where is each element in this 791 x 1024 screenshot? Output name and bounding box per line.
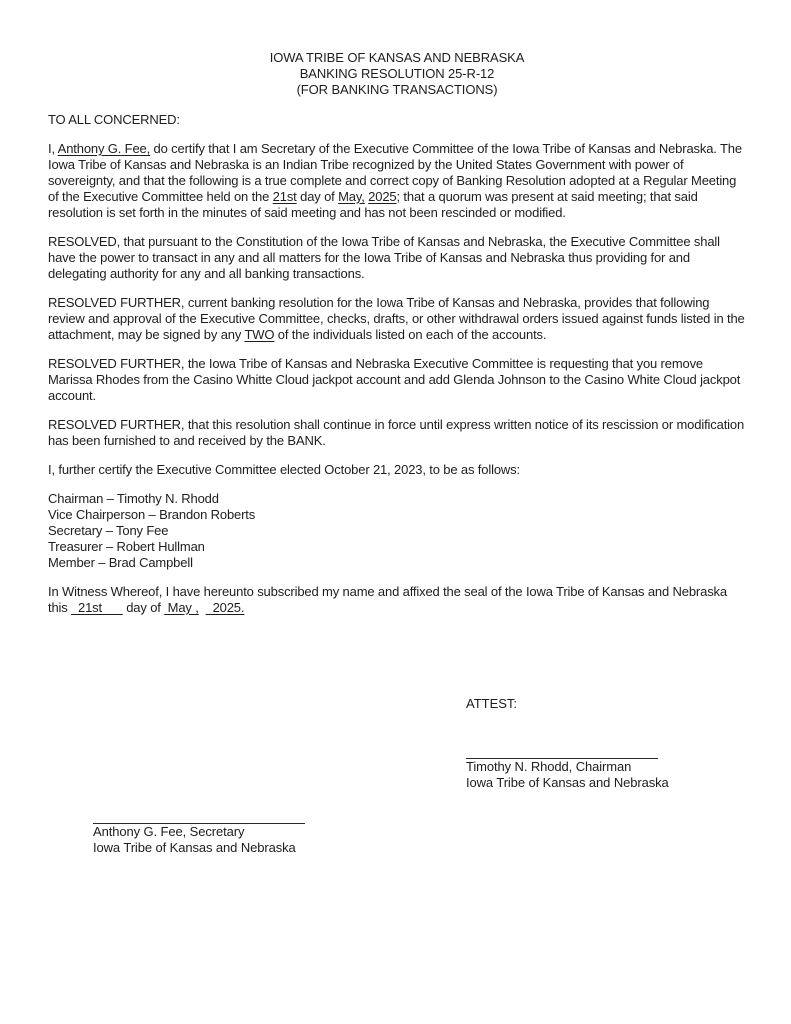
salutation: TO ALL CONCERNED:: [48, 112, 180, 127]
signature-org-chairman: Iowa Tribe of Kansas and Nebraska: [466, 775, 669, 790]
signature-org-secretary: Iowa Tribe of Kansas and Nebraska: [93, 840, 296, 855]
text-segment: day of: [122, 600, 165, 615]
underlined-text: Anthony G. Fee,: [57, 141, 151, 156]
underlined-text: TWO: [244, 327, 275, 342]
paragraph-certification: [48, 141, 746, 221]
paragraph-resolved-further-2: [48, 356, 746, 404]
officer-line: Secretary – Tony Fee: [48, 523, 169, 538]
text-segment: RESOLVED FURTHER, current banking resolution for the Iowa Tribe of Kansas and Nebraska, provides that following review and approval of the Executive Committee, checks, drafts, or other withdrawal orders issued against funds listed in the attachment, may be signed by any: [48, 295, 745, 342]
officer-line: Treasurer – Robert Hullman: [48, 539, 205, 554]
underlined-text: May ,: [164, 600, 199, 615]
text-segment: [199, 600, 206, 615]
doc-title-resolution: BANKING RESOLUTION 25-R-12: [299, 66, 495, 81]
attest-block: [466, 696, 746, 791]
officer-line: Chairman – Timothy N. Rhodd: [48, 491, 219, 506]
attest-label: ATTEST:: [466, 696, 518, 711]
text-segment: In Witness Whereof, I have hereunto subscribed my name and affixed the seal of the Iowa Tribe of Kansas and Nebraska this: [48, 584, 727, 615]
signature-name-chairman: Timothy N. Rhodd, Chairman: [466, 759, 632, 774]
text-segment: RESOLVED FURTHER, that this resolution shall continue in force until express written notice of its rescission or modification has been furnished to and received by the BANK.: [48, 417, 745, 448]
secretary-signature-block: [93, 795, 746, 856]
underlined-text: 21st: [272, 189, 297, 204]
officers-list: [48, 491, 746, 571]
paragraph-further-certify: [48, 462, 746, 478]
paragraph-resolved-1: [48, 234, 746, 282]
text-segment: do certify that I am Secretary of the Executive Committee of the Iowa Tribe of Kansas and Nebraska. The Iowa Tribe of Kansas and Nebraska is an Indian Tribe recognized by the United States Government with power of sovereignty, and that the following is a true complete and correct copy of Banking Resolution adopted at a Regular Meeting of the Executive Committee held on the: [48, 141, 742, 204]
paragraph-resolved-further-1: [48, 295, 746, 343]
underlined-text: 2025.: [205, 600, 245, 615]
witness-clause: [48, 584, 746, 616]
text-segment: of the individuals listed on each of the accounts.: [274, 327, 547, 342]
signature-line-secretary: [93, 795, 305, 824]
underlined-text: May,: [338, 189, 365, 204]
text-segment: RESOLVED FURTHER, the Iowa Tribe of Kansas and Nebraska Executive Committee is requesting that you remove Marissa Rhodes from the Casino Whitte Cloud jackpot account and add Glenda Johnson to the Casino White Cloud jackpot account.: [48, 356, 741, 403]
underlined-text: 2025: [368, 189, 397, 204]
text-segment: I,: [48, 141, 58, 156]
doc-title-org: IOWA TRIBE OF KANSAS AND NEBRASKA: [269, 50, 525, 65]
officer-line: Vice Chairperson – Brandon Roberts: [48, 507, 256, 522]
signature-line-chairman: [466, 712, 658, 759]
text-segment: RESOLVED, that pursuant to the Constitution of the Iowa Tribe of Kansas and Nebraska, the Executive Committee shall have the power to transact in any and all matters for the Iowa Tribe of Kansas and Nebraska thus providing for and delegating authority for any and all banking transactions.: [48, 234, 720, 281]
text-segment: day of: [296, 189, 339, 204]
text-segment: I, further certify the Executive Committee elected October 21, 2023, to be as follows:: [48, 462, 520, 477]
paragraph-resolved-further-3: [48, 417, 746, 449]
doc-title-purpose: (FOR BANKING TRANSACTIONS): [296, 82, 498, 97]
document-title-block: [48, 50, 746, 98]
officer-line: Member – Brad Campbell: [48, 555, 193, 570]
signature-name-secretary: Anthony G. Fee, Secretary: [93, 824, 245, 839]
underlined-text: 21st: [71, 600, 123, 615]
text-segment: ; that a quorum was present at said meeting; that said resolution is set forth in the minutes of said meeting and has not been rescinded or modified.: [48, 189, 698, 220]
